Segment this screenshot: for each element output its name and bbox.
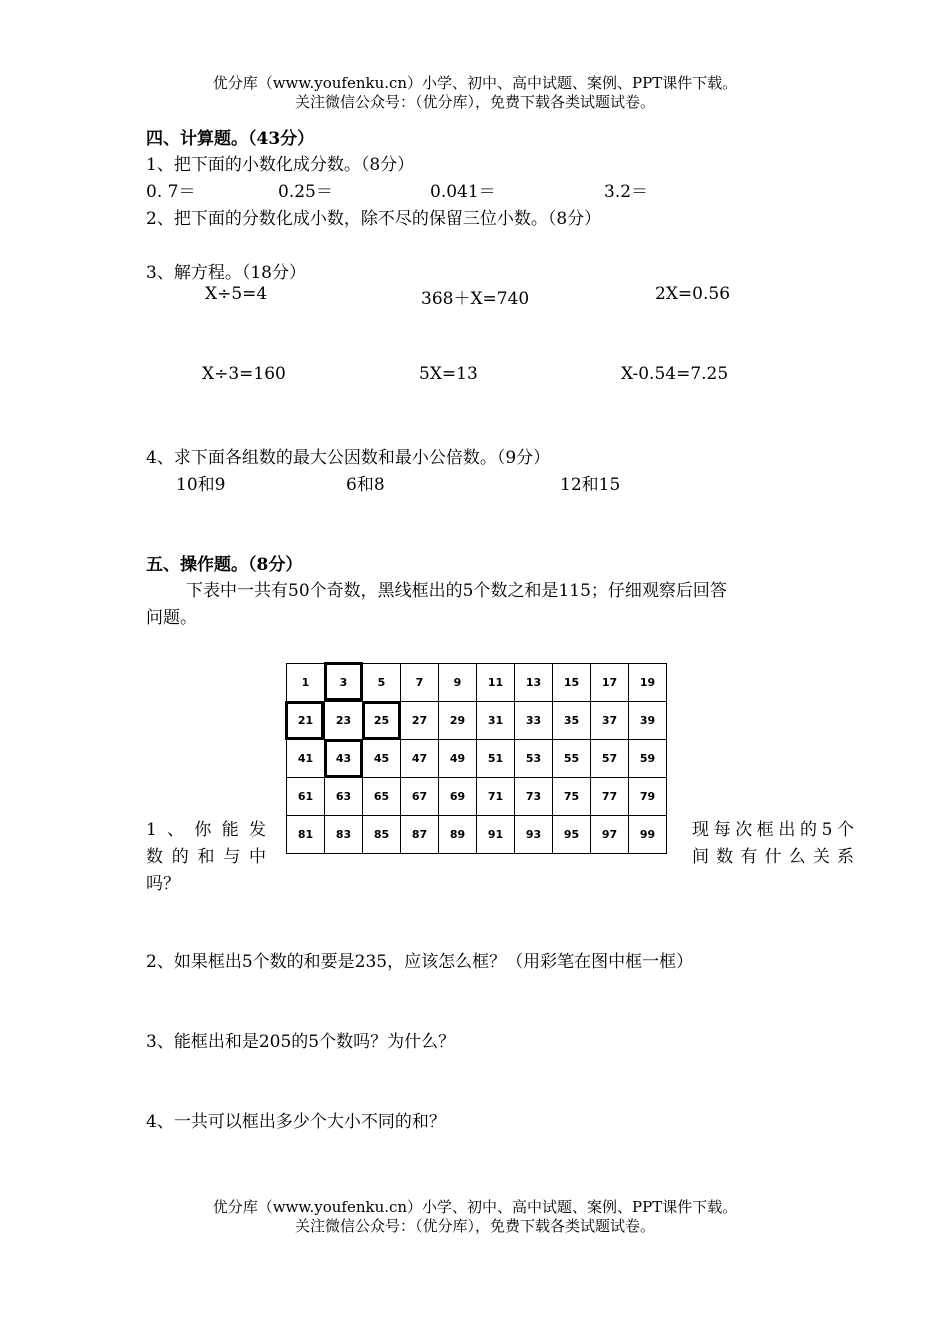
table-cell: 83: [325, 816, 363, 854]
table-cell: 19: [629, 664, 667, 702]
header-line-2: 关注微信公众号：（优分库），免费下载各类试题试卷。: [294, 93, 655, 111]
table-cell: 81: [287, 816, 325, 854]
table-cell: 49: [439, 740, 477, 778]
table-row: [287, 664, 667, 702]
equation-2: 368＋X=740: [421, 289, 530, 309]
table-cell: 25: [363, 702, 401, 740]
table-cell: 89: [439, 816, 477, 854]
table-cell: 53: [515, 740, 553, 778]
q4-4-item-3: 12和15: [560, 475, 621, 495]
header-line-1: 优分库（www.youfenku.cn）小学、初中、高中试题、案例、PPT课件下载。: [212, 74, 738, 92]
table-cell: 51: [477, 740, 515, 778]
table-cell: 93: [515, 816, 553, 854]
q5-1-right-line-1: 现每次框出的5个: [692, 820, 854, 840]
footer-line-1: 优分库（www.youfenku.cn）小学、初中、高中试题、案例、PPT课件下载。: [212, 1198, 738, 1216]
q4-1-item-1: 0. 7＝: [146, 182, 196, 202]
q5-1-left-line-3: 吗？: [146, 874, 180, 894]
table-cell: 15: [553, 664, 591, 702]
table-cell: 59: [629, 740, 667, 778]
table-row: [287, 702, 667, 740]
table-cell: 3: [325, 664, 363, 702]
table-cell: 85: [363, 816, 401, 854]
table-cell: 9: [439, 664, 477, 702]
table-cell: 95: [553, 816, 591, 854]
q4-1-item-3: 0.041＝: [430, 182, 496, 202]
table-cell: 23: [325, 702, 363, 740]
equation-3: 2X=0.56: [655, 284, 731, 304]
equation-6: X-0.54=7.25: [621, 364, 729, 384]
q5-1-right-line-2: 间数有什么关系: [692, 847, 854, 867]
section-5-title: 五、操作题。（8分）: [146, 555, 303, 575]
table-cell: 31: [477, 702, 515, 740]
section-4-title: 四、计算题。（43分）: [146, 129, 315, 149]
table-cell: 55: [553, 740, 591, 778]
q5-1-left-line-2: 数的和与中: [146, 847, 266, 867]
table-cell: 87: [401, 816, 439, 854]
table-row: [287, 740, 667, 778]
q4-3-text: 3、解方程。（18分）: [146, 263, 306, 283]
table-row: [287, 778, 667, 816]
q4-1-item-4: 3.2＝: [604, 182, 649, 202]
section-5-intro-line-2: 问题。: [146, 608, 197, 628]
table-cell: 37: [591, 702, 629, 740]
q4-4-item-2: 6和8: [346, 475, 385, 495]
table-cell: 13: [515, 664, 553, 702]
table-cell: 21: [287, 702, 325, 740]
q5-4-text: 4、一共可以框出多少个大小不同的和？: [146, 1112, 446, 1132]
table-cell: 17: [591, 664, 629, 702]
table-cell: 11: [477, 664, 515, 702]
table-cell: 33: [515, 702, 553, 740]
table-cell: 77: [591, 778, 629, 816]
table-cell: 41: [287, 740, 325, 778]
table-cell: 97: [591, 816, 629, 854]
q4-1-text: 1、把下面的小数化成分数。（8分）: [146, 155, 415, 175]
table-cell: 27: [401, 702, 439, 740]
table-cell: 65: [363, 778, 401, 816]
table-cell: 71: [477, 778, 515, 816]
table-cell: 7: [401, 664, 439, 702]
table-cell: 5: [363, 664, 401, 702]
table-cell: 67: [401, 778, 439, 816]
table-cell: 73: [515, 778, 553, 816]
odd-number-table: [286, 663, 667, 854]
table-cell: 29: [439, 702, 477, 740]
table-cell: 63: [325, 778, 363, 816]
q5-3-text: 3、能框出和是205的5个数吗？为什么？: [146, 1032, 456, 1052]
q5-1-left-line-1: 1、你能发: [146, 820, 266, 840]
q5-2-text: 2、如果框出5个数的和要是235，应该怎么框？（用彩笔在图中框一框）: [146, 952, 694, 972]
table-cell: 57: [591, 740, 629, 778]
q4-1-item-2: 0.25＝: [278, 182, 333, 202]
table-cell: 79: [629, 778, 667, 816]
footer-line-2: 关注微信公众号：（优分库），免费下载各类试题试卷。: [294, 1217, 655, 1235]
table-cell: 35: [553, 702, 591, 740]
table-cell: 45: [363, 740, 401, 778]
table-row: [287, 816, 667, 854]
equation-4: X÷3=160: [202, 364, 286, 384]
q4-4-text: 4、求下面各组数的最大公因数和最小公倍数。（9分）: [146, 448, 551, 468]
q4-2-text: 2、把下面的分数化成小数，除不尽的保留三位小数。（8分）: [146, 209, 602, 229]
table-cell: 91: [477, 816, 515, 854]
section-5-intro-line-1: 下表中一共有50个奇数，黑线框出的5个数之和是115；仔细观察后回答: [186, 581, 727, 601]
table-cell: 61: [287, 778, 325, 816]
table-cell: 43: [325, 740, 363, 778]
table-cell: 75: [553, 778, 591, 816]
table-cell: 39: [629, 702, 667, 740]
table-cell: 47: [401, 740, 439, 778]
q4-4-item-1: 10和9: [176, 475, 226, 495]
table-cell: 99: [629, 816, 667, 854]
equation-1: X÷5=4: [205, 284, 268, 304]
table-cell: 69: [439, 778, 477, 816]
equation-5: 5X=13: [419, 364, 478, 384]
table-cell: 1: [287, 664, 325, 702]
